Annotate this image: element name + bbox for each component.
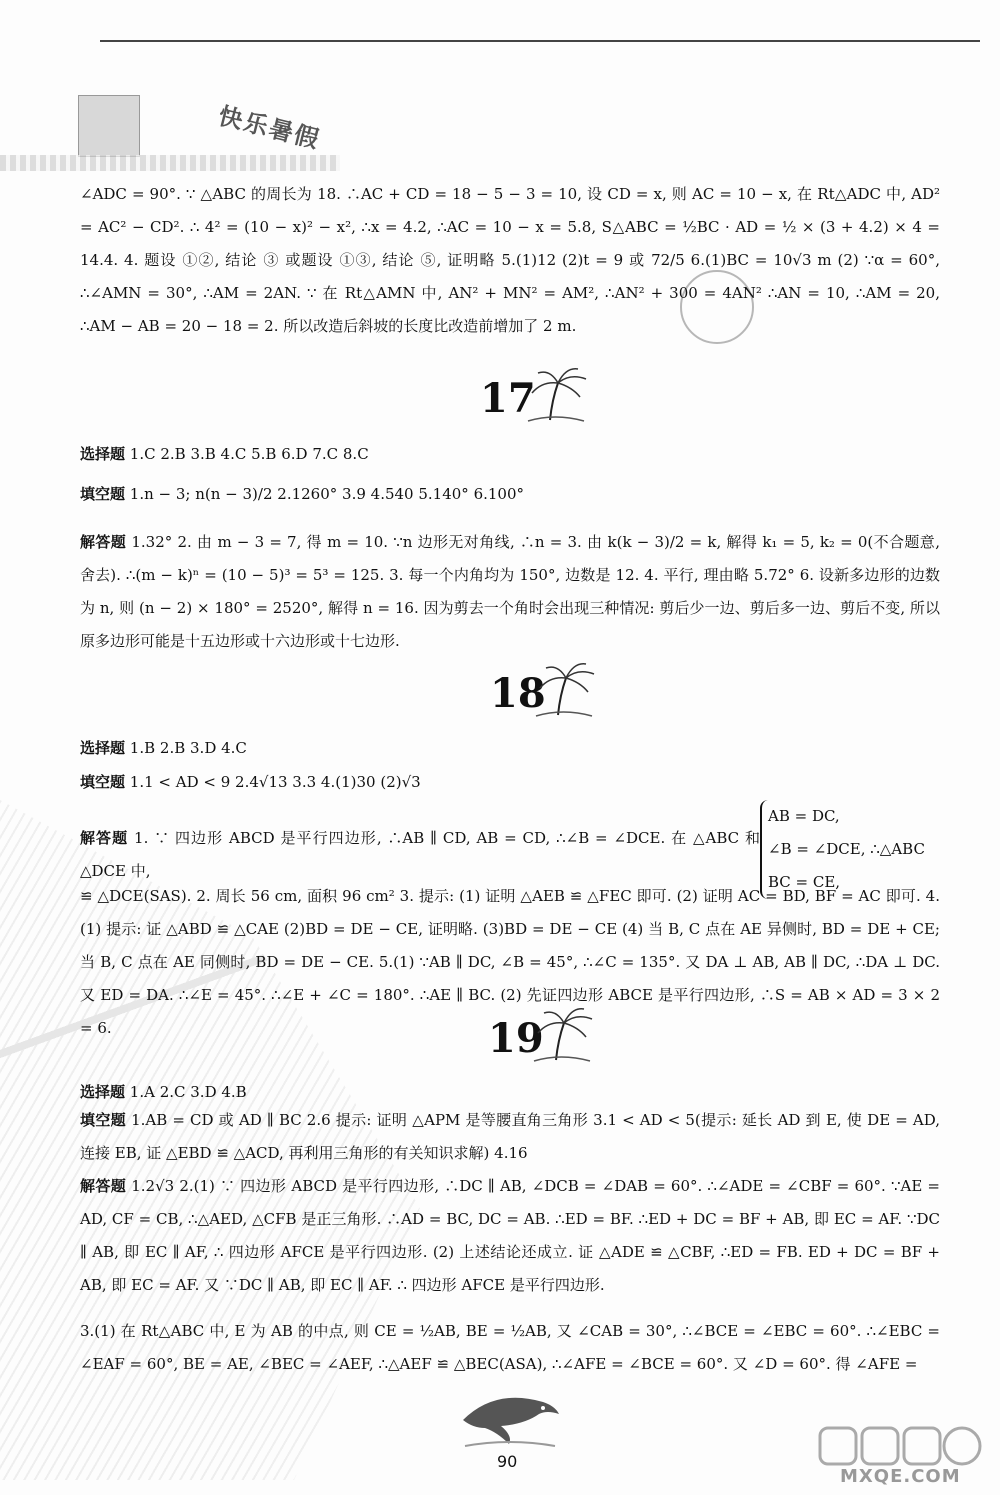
header-decoration xyxy=(78,95,140,157)
brace-line: BC = CE, xyxy=(768,873,841,891)
palm-tree-icon xyxy=(526,1005,596,1065)
section-18-answer: ≌ △DCE(SAS). 2. 周长 56 cm, 面积 96 cm² 3. 提示: (1) 证明 △AEB ≌ △FEC 即可. (2) 证明 AC = BD, BF = AC 即可. 4.(1) 提示: 证 △ABD ≌ △CAE (2)BD = DE − CE, 证明略. (3)BD = DE − CE (4) 当 B, C 点在 AE 异侧时, BD = DE + CE; 当 B, C 点在 AE 同侧时, BD = DE − CE. 5.(1) ∵AB ∥ DC, ∠B = 45°, ∴∠C = 135°. 又 DA ⊥ AB, AB ∥ DC, ∴DA ⊥ DC. 又 ED = DA. ∴∠E = 45°. ∴∠E + ∠C = 180°. ∴AE ∥ BC. (2) 先证四边形 ABCE 是平行四边形, ∴S = AB × AD = 3 × 2 = 6. xyxy=(80,887,940,1037)
section-19-answer: 解答题 1.2√3 2.(1) ∵ 四边形 ABCD 是平行四边形, ∴DC ∥ AB, ∠DCB = ∠DAB = 60°. ∴∠ADE = ∠CBF = 60°. ∵AE = AD, CF = CB, ∴△AED, △CFB 是正三角形. ∴AD = BC, DC = AB. ∴ED = BF. ∴ED + DC = BF + AB, 即 EC = AF. ∵DC ∥ AB, 即 EC ∥ AF, ∴ 四边形 AFCE 是平行四边形. (2) 上述结论还成立. 证 △ADE ≌ △CBF, ∴ED = FB. ED + DC = BF + AB, 即 EC = AF. 又 ∵DC ∥ AB, 即 EC ∥ AF. ∴ 四边形 AFCE 是平行四边形. xyxy=(80,1177,940,1294)
dolphin-icon xyxy=(455,1380,565,1450)
section-18-answer-lead: 解答题 1. ∵ 四边形 ABCD 是平行四边形, ∴AB ∥ CD, AB = CD, ∴∠B = ∠DCE. 在 △ABC 和 △DCE 中, xyxy=(80,829,760,880)
watermark-text: MXQE.COM xyxy=(840,1466,961,1487)
header-band xyxy=(0,155,340,171)
palm-tree-icon xyxy=(520,365,590,425)
section-19-answer-3: 3.(1) 在 Rt△ABC 中, E 为 AB 的中点, 则 CE = ½AB, BE = ½AB, 又 ∠CAB = 30°, ∴∠BCE = ∠EBC = 60°. ∴∠EBC = ∠EAF = 60°, BE = AE, ∠BEC = ∠AEF, ∴△AEF ≌ △BEC(ASA), ∴∠AFE = ∠BCE = 60°. 又 ∠D = 60°. 得 ∠AFE = xyxy=(80,1322,940,1373)
header-title: 快乐暑假 xyxy=(215,101,324,155)
section-17-fill: 填空题 1.n − 3; n(n − 3)/2 2.1260° 3.9 4.540 5.140° 6.100° xyxy=(80,485,525,503)
page-number: 90 xyxy=(497,1452,518,1471)
intro-paragraph: ∠ADC = 90°. ∵ △ABC 的周长为 18. ∴AC + CD = 18 − 5 − 3 = 10, 设 CD = x, 则 AC = 10 − x, 在 Rt△ADC 中, AD² = AC² − CD². ∴ 4² = (10 − x)² − x², ∴x = 4.2, ∴AC = 10 − x = 5.8, S△ABC = ½BC · AD = ½ × (3 + 4.2) × 4 = 14.4. 4. 题设 ①②, 结论 ③ 或题设 ①③, 结论 ⑤, 证明略 5.(1)12 (2)t = 9 或 72/5 6.(1)BC = 10√3 m (2) ∵α = 60°, ∴∠AMN = 30°, ∴AM = 2AN. ∵ 在 Rt△AMN 中, AN² + MN² = AM², ∴AN² + 300 = 4AN² ∴AN = 10, ∴AM = 20, ∴AM − AB = 20 − 18 = 2. 所以改造后斜坡的长度比改造前增加了 2 m. xyxy=(80,185,940,335)
brace-line: AB = DC, xyxy=(768,807,840,825)
section-19-fill: 填空题 1.AB = CD 或 AD ∥ BC 2.6 提示: 证明 △APM 是等腰直角三角形 3.1 < AD < 5(提示: 延长 AD 到 E, 使 DE = AD, 连接 EB, 证 △EBD ≌ △ACD, 再利用三角形的有关知识求解) 4.16 xyxy=(80,1111,940,1162)
section-17-answer: 解答题 1.32° 2. 由 m − 3 = 7, 得 m = 10. ∵n 边形无对角线, ∴n = 3. 由 k(k − 3)/2 = k, 解得 k₁ = 5, k₂ = 0(不合题意, 舍去). ∴(m − k)ⁿ = (10 − 5)³ = 5³ = 125. 3. 每一个内角均为 150°, 边数是 12. 4. 平行, 理由略 5.72° 6. 设新多边形的边数为 n, 则 (n − 2) × 180° = 2520°, 解得 n = 16. 因为剪去一个角时会出现三种情况: 剪后少一边、剪后多一边、剪后不变, 所以原多边形可能是十五边形或十六边形或十七边形. xyxy=(80,533,940,650)
section-18-choice: 选择题 1.B 2.B 3.D 4.C xyxy=(80,739,247,757)
top-rule xyxy=(100,40,980,42)
section-17-number: 17 xyxy=(480,375,536,422)
section-19-number: 19 xyxy=(488,1015,544,1062)
palm-tree-icon xyxy=(528,660,598,720)
section-18-number: 18 xyxy=(490,670,546,717)
section-18-fill: 填空题 1.1 < AD < 9 2.4√13 3.3 4.(1)30 (2)√3 xyxy=(80,773,421,791)
section-19-choice: 选择题 1.A 2.C 3.D 4.B xyxy=(80,1083,247,1101)
section-17-choice: 选择题 1.C 2.B 3.B 4.C 5.B 6.D 7.C 8.C xyxy=(80,445,369,463)
brace-line: ∠B = ∠DCE, ∴△ABC xyxy=(768,840,925,858)
